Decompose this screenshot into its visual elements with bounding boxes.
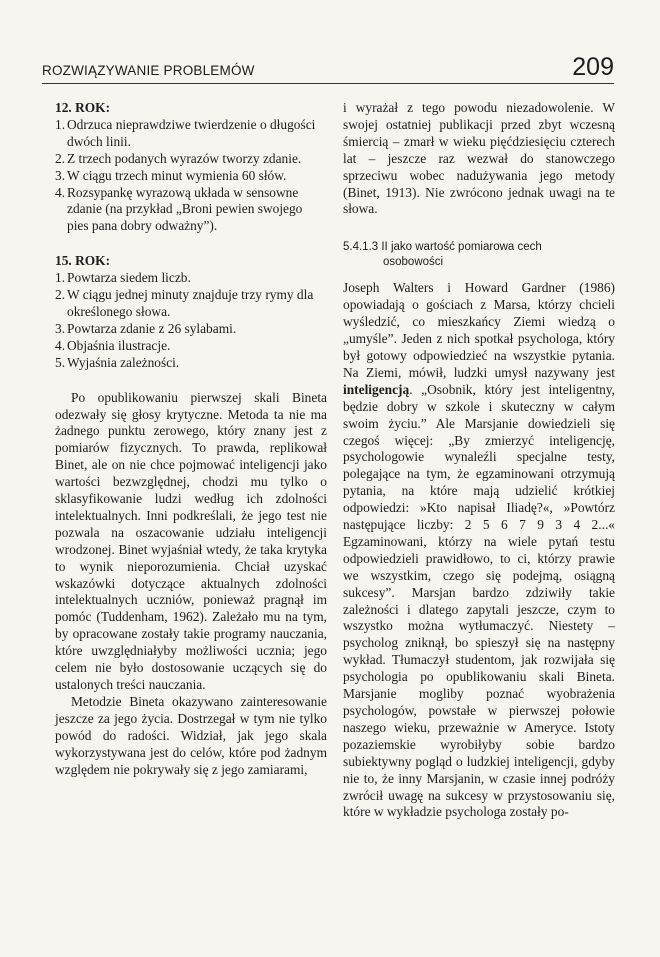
list-item-text: Powtarza siedem liczb. bbox=[67, 270, 191, 286]
list-item bbox=[55, 117, 327, 151]
list-12-title: 12. ROK: bbox=[55, 100, 111, 115]
body-paragraph: i wyrażał z tego powodu niezadowolenie. W swojej ostatniej publikacji przed zbyt wczesną śmiercią – zmarł w wieku pięćdziesięciu czterech lat – jeszcze raz wezwał do stanowczego sprzeciwu wobec nadużywania jego metody (Binet, 1913). Nie zwrócono jednak uwagi na te słowa. bbox=[343, 100, 615, 217]
list-item bbox=[55, 270, 327, 287]
list-15-title: 15. ROK: bbox=[55, 253, 111, 269]
list-item-text: Z trzech podanych wyrazów tworzy zdanie. bbox=[67, 150, 302, 166]
page-number: 209 bbox=[572, 53, 614, 81]
list-item bbox=[55, 168, 327, 185]
body-paragraph bbox=[343, 280, 615, 821]
list-item-number: 1. bbox=[55, 116, 66, 132]
section-heading bbox=[343, 240, 615, 270]
list-item-number: 1. bbox=[55, 270, 66, 286]
list-item-number: 3. bbox=[55, 320, 66, 336]
list-item-text: Wyjaśnia zależności. bbox=[67, 354, 180, 370]
list-item-text: W ciągu jednej minuty znajduje trzy rymy dla określonego słowa. bbox=[67, 287, 314, 319]
list-item-text: Powtarza zdanie z 26 sylabami. bbox=[67, 320, 237, 336]
body-paragraph: Po opublikowaniu pierwszej skali Bineta odezwały się głosy krytyczne. Metoda ta nie ma żadnego punktu zerowego, który znany jest z pomiarów fizycznych. To prawda, replikował Binet, ale on nie chce pojmować inteligencji jako wartości bezwzględnej, chodzi mu tylko o sklasyfikowanie ludzi według ich zdolności intelektualnych. Inni podkreślali, że jego test nie pozwala na oszacowanie udziału inteligencji wrodzonej. Binet wyjaśniał wtedy, że taka krytyka to wynik nieporozumienia. Chciał uzyskać wskazówki dotyczące aktualnych zdolności intelektualnych uczniów, ponieważ pragnął im pomóc (Tuddenham, 1962). Zależało mu na tym, by opracowane zostały takie programy nauczania, które uwzględniałyby możliwości ucznia; jego celem nie było dostosowanie uczących się do ustalonych treści nauczania. bbox=[55, 389, 327, 692]
paragraph-text: . „Osobnik, który jest inteligentny, będzie dobry w szkole i skuteczny w całym swoim życiu.” Ale Marsjanie dowiedzieli się czegoś więcej: „By zmierzyć inteligencję, psychologowie wynaleźli specjalne testy, polegające na tym, że egzaminowani otrzymują pytania, na które mają udzielić krótkiej odpowiedzi: »Kto napisał Iliadę?«, »Powtórz następujące liczby: 2 5 6 7 9 3 4 2...« Egzaminowani, którzy na wiele pytań testu odpowiedzieli prawidłowo, to ci, którzy prawie we wszystkim, czego się podejmą, osiągną sukcesy”. Marsjan bardzo zdziwiły takie zależności i dlatego zapytali jeszcze, czym to wszystko można wytłumaczyć. Niestety – psycholog zniknął, bo spieszył się na następny wykład. Tłumaczył studentom, jak rozwijała się psychologia po opublikowaniu skali Bineta. Marsjanie mogliby poznać wyobrażenia psychologów, powstałe w pierwszej połowie naszego wieku, przeważnie w Ameryce. Istoty pozaziemskie wyrobiłyby sobie bardzo subiektywny pogląd o ludzkiej inteligencji, gdyby nie to, że inny Marsjanin, w czasie innej podróży zwrócił uwagę na sukcesy w przystosowaniu się, które w wykładzie psychologa zostały po- bbox=[343, 381, 615, 820]
list-item-text: W ciągu trzech minut wymienia 60 słów. bbox=[67, 167, 287, 183]
left-column bbox=[55, 100, 327, 778]
list-item-text: Odrzuca nieprawdziwe twierdzenie o długości dwóch linii. bbox=[67, 116, 316, 149]
list-item-text: Rozsypankę wyrazową układa w sensowne zdanie (na przykład „Broni pewien swojego pies pana dobry odważny”). bbox=[67, 184, 303, 234]
section-heading-line: 5.4.1.3 II jako wartość pomiarowa cech bbox=[343, 241, 542, 254]
running-title: ROZWIĄZYWANIE PROBLEMÓW bbox=[42, 63, 255, 78]
list-item-number: 3. bbox=[55, 167, 66, 183]
list-15 bbox=[55, 270, 327, 371]
list-12 bbox=[55, 117, 327, 235]
list-item-text: Objaśnia ilustracje. bbox=[67, 337, 171, 353]
list-item-number: 5. bbox=[55, 354, 66, 370]
list-item bbox=[55, 321, 327, 338]
header-rule bbox=[42, 83, 614, 84]
list-item bbox=[55, 287, 327, 321]
body-paragraph: Metodzie Bineta okazywano zainteresowanie jeszcze za jego życia. Dostrzegał w tym nie tylko powód do radości. Widział, jak jego skala wykorzystywana jest do celów, które pod żadnym względem nie pokrywały się z jego zamiarami, bbox=[55, 693, 327, 777]
list-item bbox=[55, 151, 327, 168]
right-column bbox=[343, 100, 615, 821]
key-term: inteligencją bbox=[343, 381, 410, 397]
list-item bbox=[55, 338, 327, 355]
list-item-number: 4. bbox=[55, 184, 66, 200]
page-header bbox=[42, 50, 614, 84]
paragraph-text: Joseph Walters i Howard Gardner (1986) opowiadają o gościach z Marsa, którzy chcieli wyśledzić, co mieszkańcy Ziemi wiedzą o „umyśle”. Jeden z nich spotkał psychologa, który był gotowy odpowiedzieć na wszystkie pytania. Na Ziemi, mówił, ludzki umysł nazywany jest bbox=[343, 280, 615, 380]
list-item-number: 2. bbox=[55, 150, 66, 166]
list-item bbox=[55, 355, 327, 372]
section-heading-line: osobowości bbox=[383, 256, 444, 269]
list-item bbox=[55, 185, 327, 236]
list-item-number: 2. bbox=[55, 287, 66, 303]
list-item-number: 4. bbox=[55, 337, 66, 353]
